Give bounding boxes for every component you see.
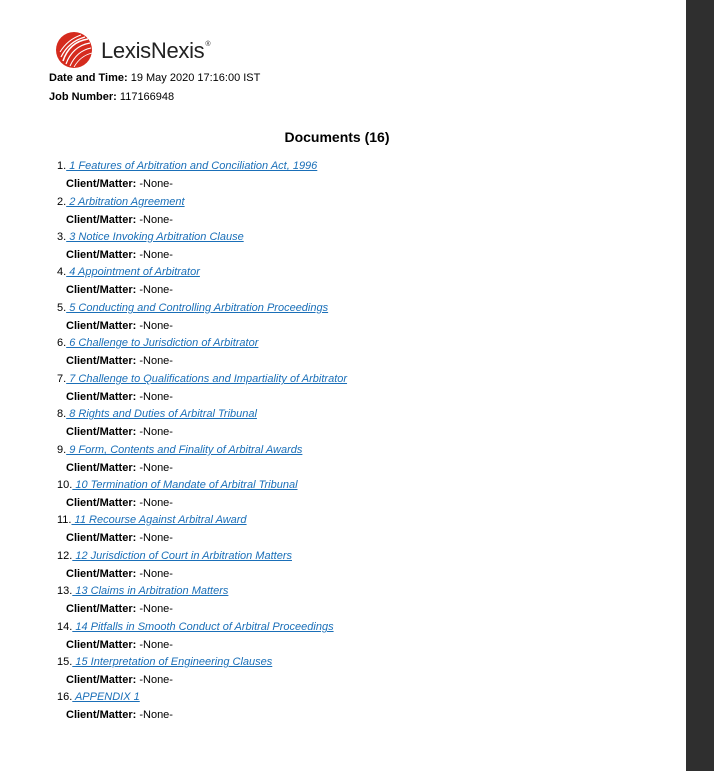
item-number: 12. bbox=[57, 550, 73, 562]
item-title-line bbox=[57, 514, 247, 527]
document-link[interactable]: 13 Claims in Arbitration Matters bbox=[72, 585, 229, 597]
lexisnexis-logo bbox=[55, 30, 210, 70]
client-matter: Client/Matter: -None- bbox=[66, 674, 173, 686]
list-item bbox=[0, 373, 680, 409]
client-matter: Client/Matter: -None- bbox=[66, 249, 173, 261]
client-matter: Client/Matter: -None- bbox=[66, 709, 173, 721]
client-matter: Client/Matter: -None- bbox=[66, 426, 173, 438]
client-matter: Client/Matter: -None- bbox=[66, 568, 173, 580]
item-title-line bbox=[57, 373, 347, 386]
document-link[interactable]: 6 Challenge to Jurisdiction of Arbitrator bbox=[66, 337, 259, 349]
item-number: 5. bbox=[57, 302, 67, 314]
client-matter: Client/Matter: -None- bbox=[66, 532, 173, 544]
client-matter: Client/Matter: -None- bbox=[66, 320, 173, 332]
item-title-line bbox=[57, 337, 258, 350]
item-number: 16. bbox=[57, 691, 73, 703]
item-title-line bbox=[57, 160, 317, 173]
list-item bbox=[0, 160, 680, 196]
list-item bbox=[0, 266, 680, 302]
list-item bbox=[0, 337, 680, 373]
date-time-line bbox=[49, 72, 260, 85]
job-number-line bbox=[49, 91, 174, 104]
client-matter: Client/Matter: -None- bbox=[66, 178, 173, 190]
document-link[interactable]: 3 Notice Invoking Arbitration Clause bbox=[66, 231, 244, 243]
document-link[interactable]: 15 Interpretation of Engineering Clauses bbox=[72, 656, 273, 668]
list-item bbox=[0, 550, 680, 586]
list-item bbox=[0, 231, 680, 267]
job-value: 117166948 bbox=[119, 91, 175, 103]
item-number: 6. bbox=[57, 337, 67, 349]
document-link[interactable]: 2 Arbitration Agreement bbox=[66, 196, 185, 208]
item-title-line bbox=[57, 479, 298, 492]
list-item bbox=[0, 302, 680, 338]
registered-mark: ® bbox=[205, 40, 211, 48]
date-value: 19 May 2020 17:16:00 IST bbox=[130, 72, 261, 84]
item-number: 3. bbox=[57, 231, 67, 243]
client-matter: Client/Matter: -None- bbox=[66, 497, 173, 509]
list-item bbox=[0, 621, 680, 657]
item-number: 11. bbox=[57, 514, 72, 526]
client-matter: Client/Matter: -None- bbox=[66, 462, 173, 474]
list-item bbox=[0, 691, 680, 727]
viewer-side-panel bbox=[686, 0, 714, 771]
job-label: Job Number: bbox=[49, 91, 117, 103]
item-number: 8. bbox=[57, 408, 67, 420]
item-number: 2. bbox=[57, 196, 67, 208]
item-title-line bbox=[57, 691, 140, 704]
item-title-line bbox=[57, 621, 334, 634]
item-title-line bbox=[57, 585, 228, 598]
item-number: 15. bbox=[57, 656, 73, 668]
item-number: 1. bbox=[57, 160, 67, 172]
document-link[interactable]: 10 Termination of Mandate of Arbitral Tribunal bbox=[72, 479, 298, 491]
date-label: Date and Time: bbox=[49, 72, 128, 84]
document-link[interactable]: 4 Appointment of Arbitrator bbox=[66, 266, 200, 278]
item-title-line bbox=[57, 656, 272, 669]
item-number: 4. bbox=[57, 266, 67, 278]
item-number: 9. bbox=[57, 444, 67, 456]
client-matter: Client/Matter: -None- bbox=[66, 639, 173, 651]
client-matter: Client/Matter: -None- bbox=[66, 603, 173, 615]
document-link[interactable]: 9 Form, Contents and Finality of Arbitral Awards bbox=[66, 444, 303, 456]
document-link[interactable]: 7 Challenge to Qualifications and Impartiality of Arbitrator bbox=[66, 373, 348, 385]
document-link[interactable]: APPENDIX 1 bbox=[72, 691, 140, 703]
item-title-line bbox=[57, 302, 328, 315]
client-matter: Client/Matter: -None- bbox=[66, 391, 173, 403]
list-item bbox=[0, 656, 680, 692]
list-item bbox=[0, 585, 680, 621]
brand-name: LexisNexis® bbox=[101, 38, 211, 63]
client-matter: Client/Matter: -None- bbox=[66, 214, 173, 226]
document-link[interactable]: 14 Pitfalls in Smooth Conduct of Arbitral Proceedings bbox=[72, 621, 334, 633]
document-link[interactable]: 5 Conducting and Controlling Arbitration Proceedings bbox=[66, 302, 329, 314]
lexisnexis-emblem-icon bbox=[55, 31, 93, 69]
item-title-line bbox=[57, 266, 200, 279]
item-number: 7. bbox=[57, 373, 67, 385]
list-item bbox=[0, 444, 680, 480]
client-matter: Client/Matter: -None- bbox=[66, 355, 173, 367]
list-item bbox=[0, 408, 680, 444]
item-number: 14. bbox=[57, 621, 73, 633]
item-title-line bbox=[57, 231, 244, 244]
list-item bbox=[0, 479, 680, 515]
documents-heading: Documents (16) bbox=[284, 129, 390, 145]
document-link[interactable]: 11 Recourse Against Arbitral Award bbox=[71, 514, 247, 526]
item-number: 13. bbox=[57, 585, 73, 597]
item-title-line bbox=[57, 550, 292, 563]
document-link[interactable]: 8 Rights and Duties of Arbitral Tribunal bbox=[66, 408, 257, 420]
item-title-line bbox=[57, 196, 185, 209]
item-title-line bbox=[57, 444, 302, 457]
item-number: 10. bbox=[57, 479, 73, 491]
list-item bbox=[0, 196, 680, 232]
list-item bbox=[0, 514, 680, 550]
client-matter: Client/Matter: -None- bbox=[66, 284, 173, 296]
document-link[interactable]: 1 Features of Arbitration and Conciliation Act, 1996 bbox=[66, 160, 318, 172]
item-title-line bbox=[57, 408, 257, 421]
document-link[interactable]: 12 Jurisdiction of Court in Arbitration Matters bbox=[72, 550, 292, 562]
